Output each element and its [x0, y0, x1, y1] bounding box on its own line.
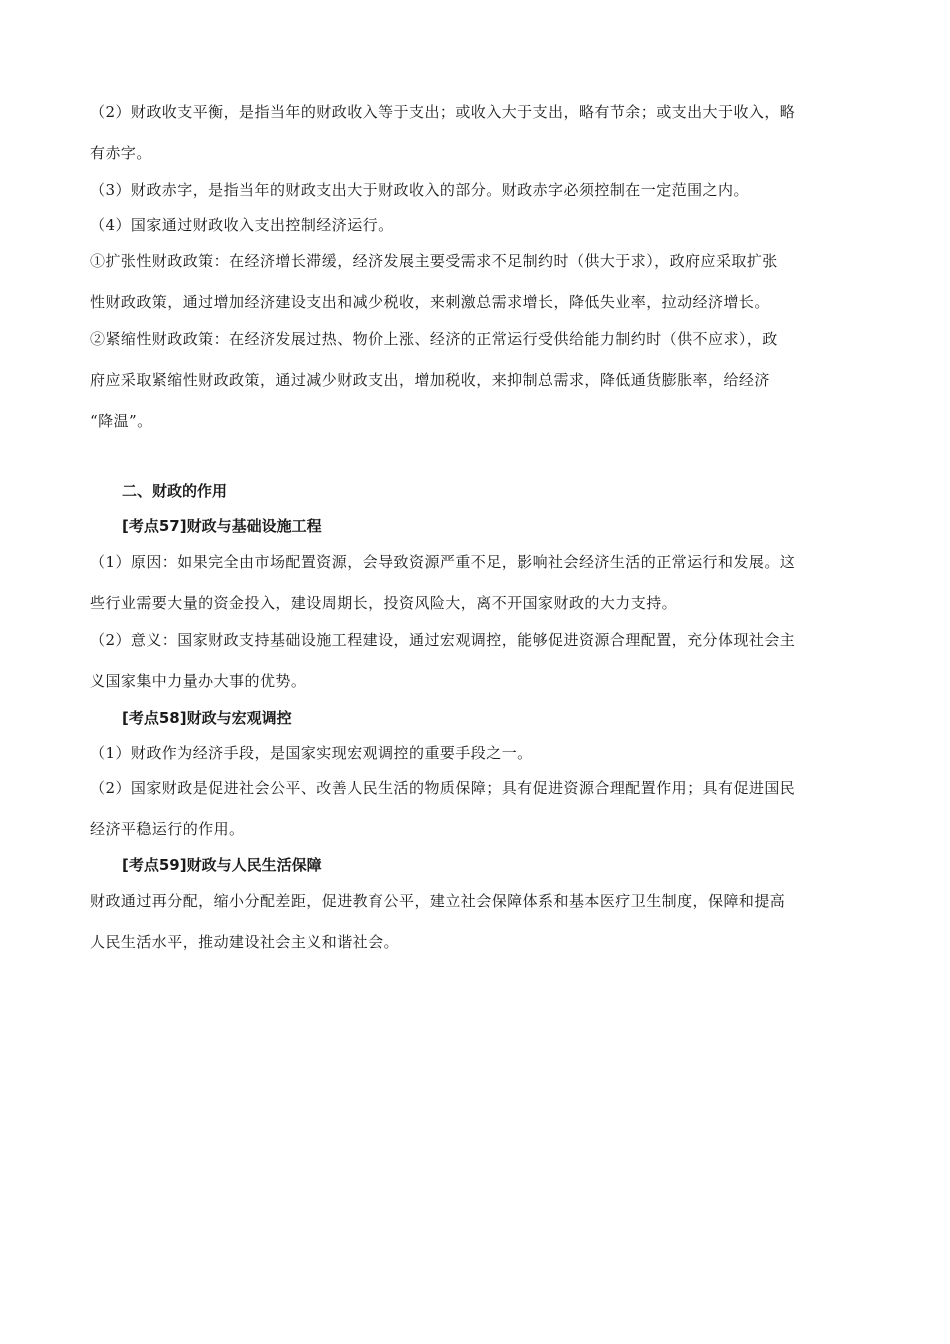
point-59-title: [考点59]财政与人民生活保障 [122, 856, 322, 874]
contractionary-policy-line-2: 府应采取紧缩性财政政策，通过减少财政支出，增加税收，来抑制总需求，降低通货膨胀率，给经济 [90, 371, 770, 389]
paragraph-balance-line-2: 有赤字。 [90, 144, 152, 162]
point-57-meaning-line-1: （2）意义：国家财政支持基础设施工程建设，通过宏观调控，能够促进资源合理配置，充分体现社会主 [90, 631, 796, 649]
point-59-line-2: 人民生活水平，推动建设社会主义和谐社会。 [90, 933, 400, 951]
point-58-item-2-line-1: （2）国家财政是促进社会公平、改善人民生活的物质保障；具有促进资源合理配置作用；具有促进国民 [90, 779, 796, 797]
contractionary-policy-line-1: ②紧缩性财政政策：在经济发展过热、物价上涨、经济的正常运行受供给能力制约时（供不应求），政 [90, 330, 778, 348]
point-58-title: [考点58]财政与宏观调控 [122, 709, 292, 727]
point-58-item-1: （1）财政作为经济手段，是国家实现宏观调控的重要手段之一。 [90, 744, 533, 762]
point-57-reason-line-2: 些行业需要大量的资金投入，建设周期长，投资风险大，离不开国家财政的大力支持。 [90, 594, 678, 612]
point-58-item-2-line-2: 经济平稳运行的作用。 [90, 820, 245, 838]
paragraph-control: （4）国家通过财政收入支出控制经济运行。 [90, 216, 394, 234]
point-57-meaning-line-2: 义国家集中力量办大事的优势。 [90, 672, 307, 690]
point-59-line-1: 财政通过再分配，缩小分配差距，促进教育公平，建立社会保障体系和基本医疗卫生制度，保障和提高 [90, 892, 786, 910]
paragraph-deficit: （3）财政赤字，是指当年的财政支出大于财政收入的部分。财政赤字必须控制在一定范围之内。 [90, 181, 749, 199]
contractionary-policy-line-3: “降温”。 [90, 412, 153, 430]
expansionary-policy-line-2: 性财政政策，通过增加经济建设支出和减少税收，来刺激总需求增长，降低失业率，拉动经济增长。 [90, 293, 770, 311]
point-57-title: [考点57]财政与基础设施工程 [122, 517, 322, 535]
point-57-reason-line-1: （1）原因：如果完全由市场配置资源，会导致资源严重不足，影响社会经济生活的正常运行和发展。这 [90, 553, 796, 571]
paragraph-balance-line-1: （2）财政收支平衡，是指当年的财政收入等于支出；或收入大于支出，略有节余；或支出大于收入，略 [90, 103, 796, 121]
expansionary-policy-line-1: ①扩张性财政政策：在经济增长滞缓，经济发展主要受需求不足制约时（供大于求），政府应采取扩张 [90, 252, 778, 270]
section-heading-fiscal-role: 二、财政的作用 [122, 482, 228, 500]
